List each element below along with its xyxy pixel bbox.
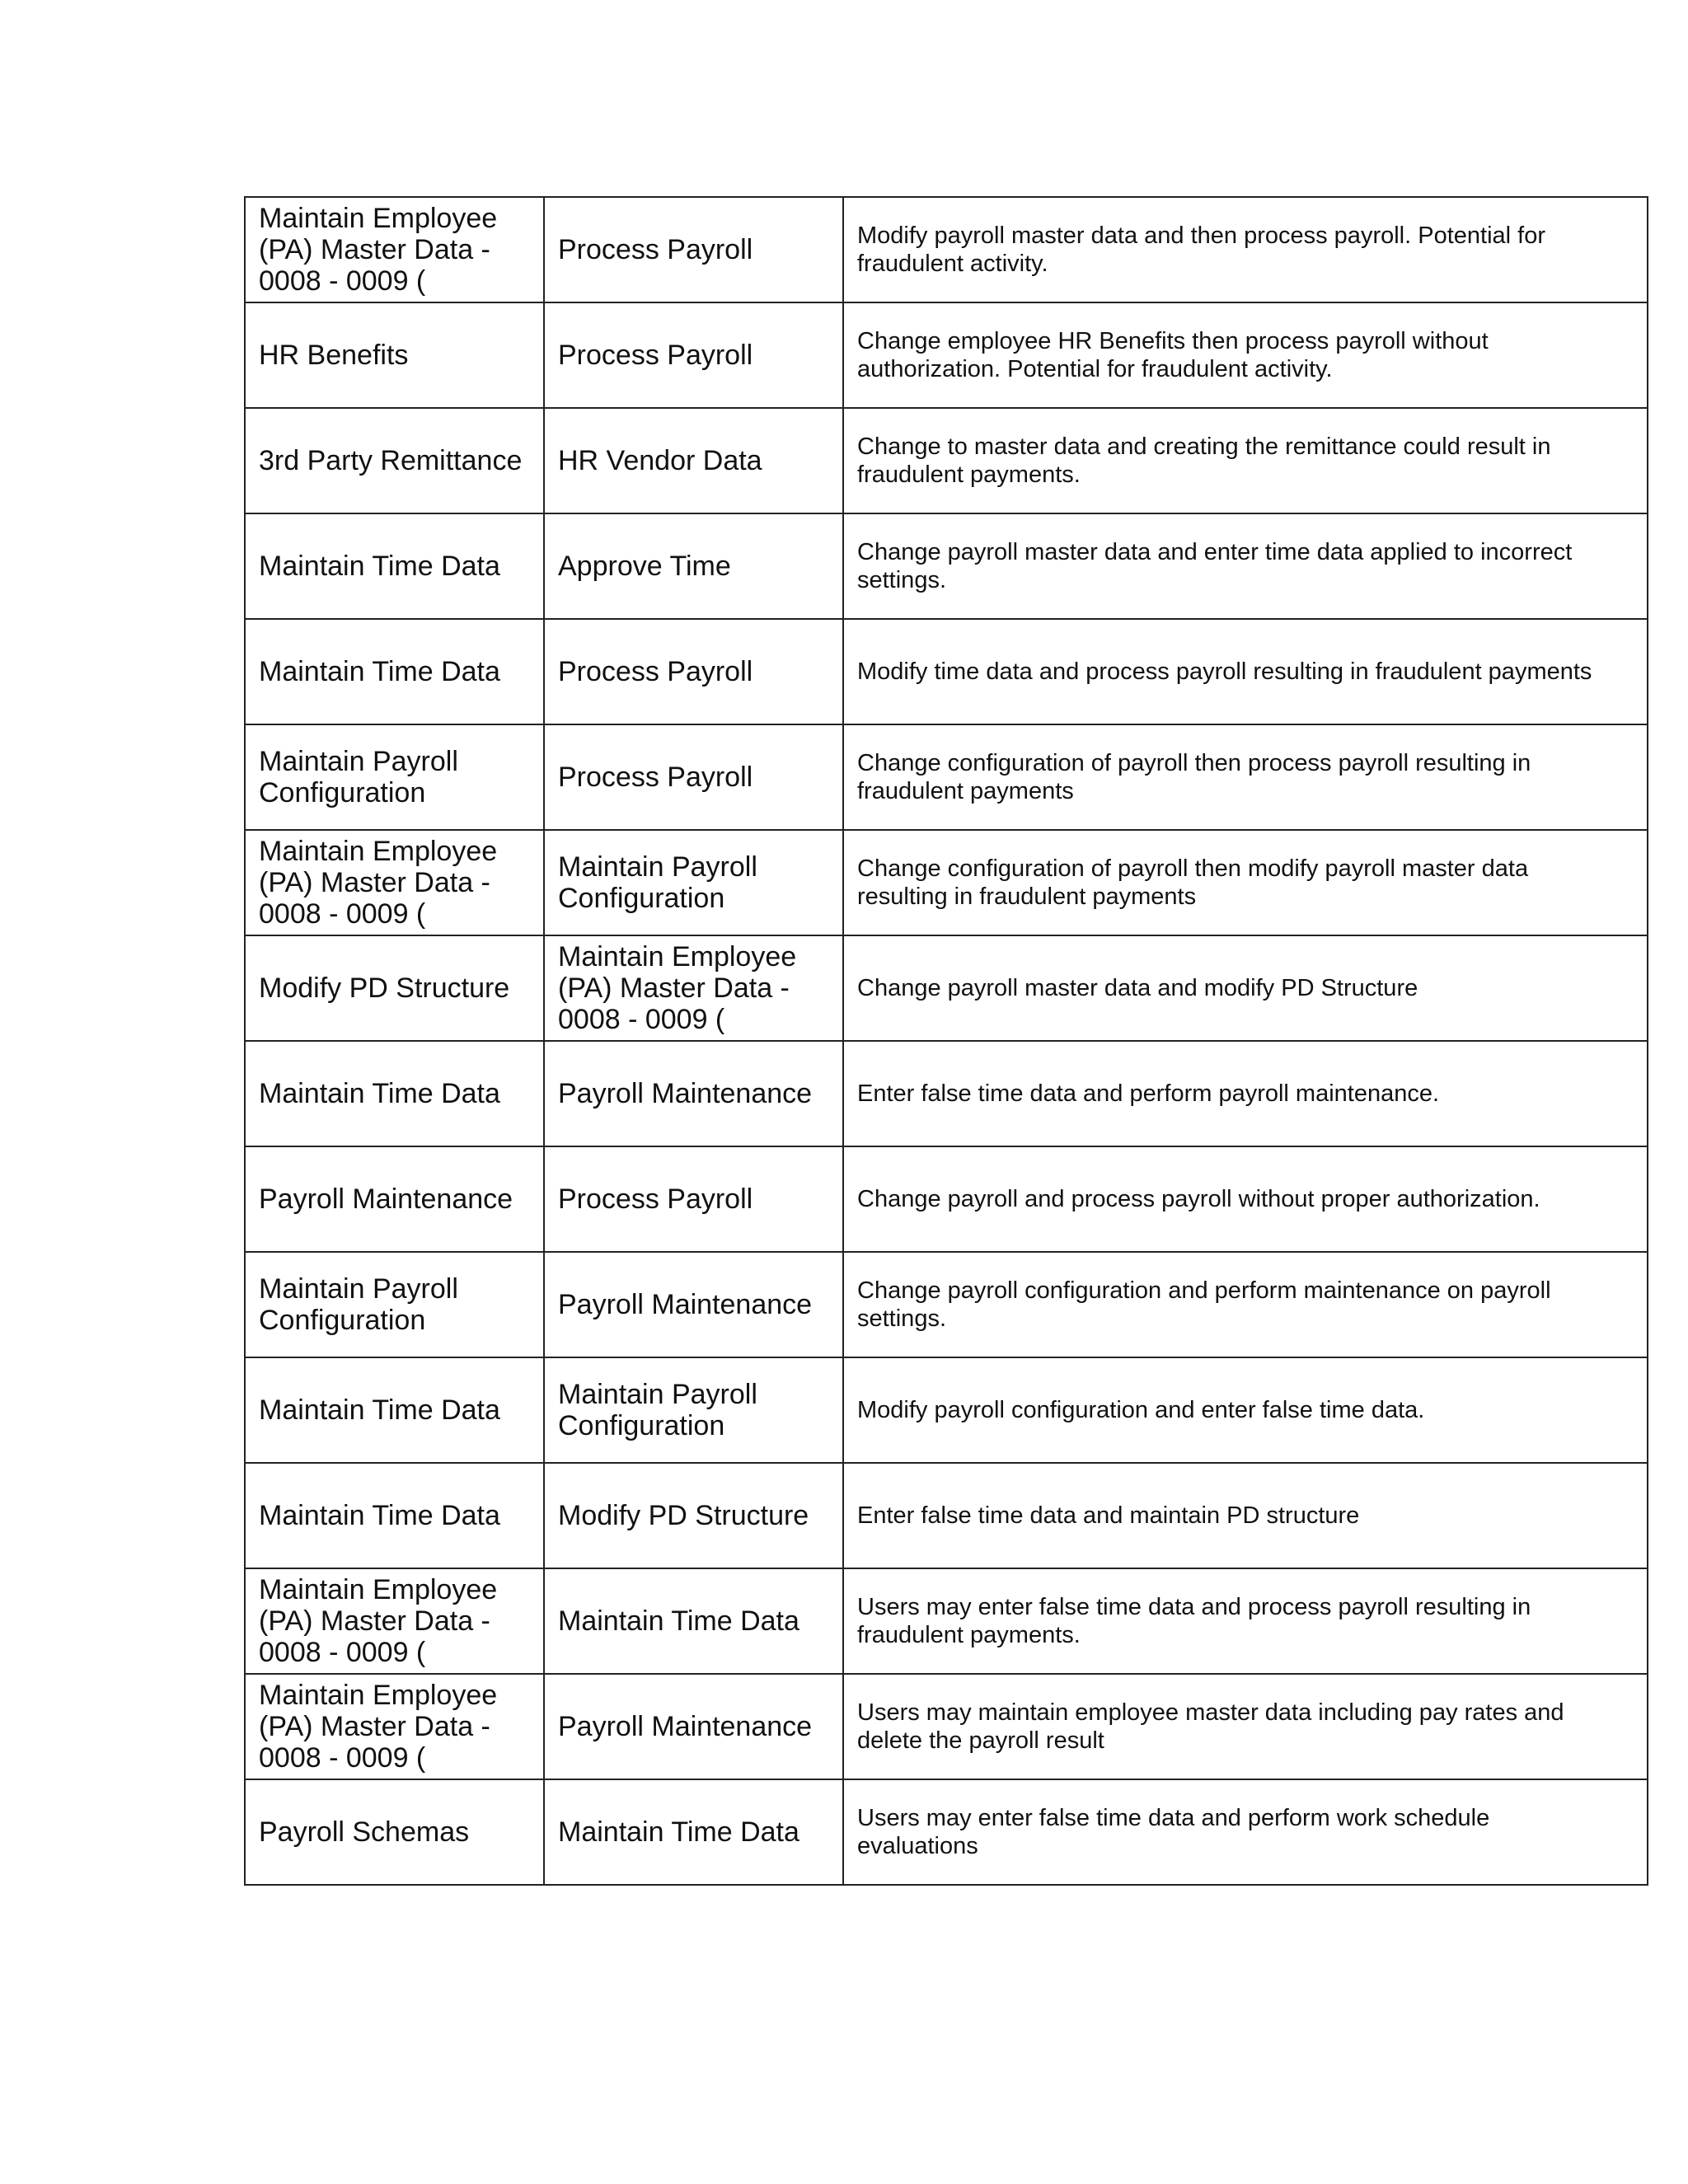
function-2-cell: Maintain Employee (PA) Master Data - 0008 - 0009 (: [544, 935, 843, 1041]
risk-description-cell: Enter false time data and maintain PD structure: [843, 1463, 1648, 1568]
function-2-cell: Process Payroll: [544, 1146, 843, 1252]
table-row: [245, 1779, 1648, 1885]
table-row: [245, 935, 1648, 1041]
risk-description-cell: Change configuration of payroll then process payroll resulting in fraudulent payments: [843, 724, 1648, 830]
function-2-cell: Maintain Payroll Configuration: [544, 1357, 843, 1463]
function-2-cell: Process Payroll: [544, 302, 843, 408]
risk-description-cell: Change employee HR Benefits then process payroll without authorization. Potential for fraudulent activity.: [843, 302, 1648, 408]
risk-table-body: [245, 197, 1648, 1885]
table-row: [245, 830, 1648, 935]
table-row: [245, 1463, 1648, 1568]
risk-table: [244, 196, 1648, 1886]
function-2-cell: Approve Time: [544, 513, 843, 619]
table-row: [245, 197, 1648, 302]
function-1-cell: Maintain Time Data: [245, 1357, 544, 1463]
function-1-cell: Maintain Payroll Configuration: [245, 1252, 544, 1357]
function-2-cell: Maintain Time Data: [544, 1779, 843, 1885]
table-row: [245, 1568, 1648, 1674]
risk-description-cell: Change payroll configuration and perform maintenance on payroll settings.: [843, 1252, 1648, 1357]
function-2-cell: Maintain Time Data: [544, 1568, 843, 1674]
table-row: [245, 513, 1648, 619]
function-2-cell: Maintain Payroll Configuration: [544, 830, 843, 935]
risk-description-cell: Users may enter false time data and perform work schedule evaluations: [843, 1779, 1648, 1885]
function-2-cell: Process Payroll: [544, 619, 843, 724]
risk-description-cell: Change payroll and process payroll without proper authorization.: [843, 1146, 1648, 1252]
table-row: [245, 302, 1648, 408]
function-1-cell: 3rd Party Remittance: [245, 408, 544, 513]
table-row: [245, 1146, 1648, 1252]
function-1-cell: Payroll Schemas: [245, 1779, 544, 1885]
risk-description-cell: Users may maintain employee master data including pay rates and delete the payroll result: [843, 1674, 1648, 1779]
function-2-cell: Modify PD Structure: [544, 1463, 843, 1568]
function-1-cell: Maintain Time Data: [245, 619, 544, 724]
function-1-cell: Maintain Time Data: [245, 513, 544, 619]
function-1-cell: Modify PD Structure: [245, 935, 544, 1041]
function-1-cell: Payroll Maintenance: [245, 1146, 544, 1252]
function-2-cell: HR Vendor Data: [544, 408, 843, 513]
risk-description-cell: Change payroll master data and enter time data applied to incorrect settings.: [843, 513, 1648, 619]
function-2-cell: Payroll Maintenance: [544, 1041, 843, 1146]
function-1-cell: Maintain Employee (PA) Master Data - 0008 - 0009 (: [245, 830, 544, 935]
function-2-cell: Process Payroll: [544, 724, 843, 830]
function-1-cell: Maintain Employee (PA) Master Data - 0008 - 0009 (: [245, 1568, 544, 1674]
function-2-cell: Payroll Maintenance: [544, 1674, 843, 1779]
function-1-cell: Maintain Time Data: [245, 1463, 544, 1568]
risk-description-cell: Modify payroll master data and then process payroll. Potential for fraudulent activity.: [843, 197, 1648, 302]
table-row: [245, 1357, 1648, 1463]
table-row: [245, 1041, 1648, 1146]
risk-description-cell: Change payroll master data and modify PD Structure: [843, 935, 1648, 1041]
table-row: [245, 724, 1648, 830]
function-1-cell: Maintain Time Data: [245, 1041, 544, 1146]
function-2-cell: Payroll Maintenance: [544, 1252, 843, 1357]
risk-description-cell: Change to master data and creating the remittance could result in fraudulent payments.: [843, 408, 1648, 513]
risk-description-cell: Enter false time data and perform payroll maintenance.: [843, 1041, 1648, 1146]
table-row: [245, 619, 1648, 724]
risk-description-cell: Modify payroll configuration and enter false time data.: [843, 1357, 1648, 1463]
risk-description-cell: Modify time data and process payroll resulting in fraudulent payments: [843, 619, 1648, 724]
table-row: [245, 1674, 1648, 1779]
table-row: [245, 1252, 1648, 1357]
function-1-cell: Maintain Payroll Configuration: [245, 724, 544, 830]
function-1-cell: Maintain Employee (PA) Master Data - 0008 - 0009 (: [245, 1674, 544, 1779]
risk-description-cell: Users may enter false time data and process payroll resulting in fraudulent payments.: [843, 1568, 1648, 1674]
function-2-cell: Process Payroll: [544, 197, 843, 302]
function-1-cell: HR Benefits: [245, 302, 544, 408]
function-1-cell: Maintain Employee (PA) Master Data - 0008 - 0009 (: [245, 197, 544, 302]
table-row: [245, 408, 1648, 513]
risk-description-cell: Change configuration of payroll then modify payroll master data resulting in fraudulent payments: [843, 830, 1648, 935]
